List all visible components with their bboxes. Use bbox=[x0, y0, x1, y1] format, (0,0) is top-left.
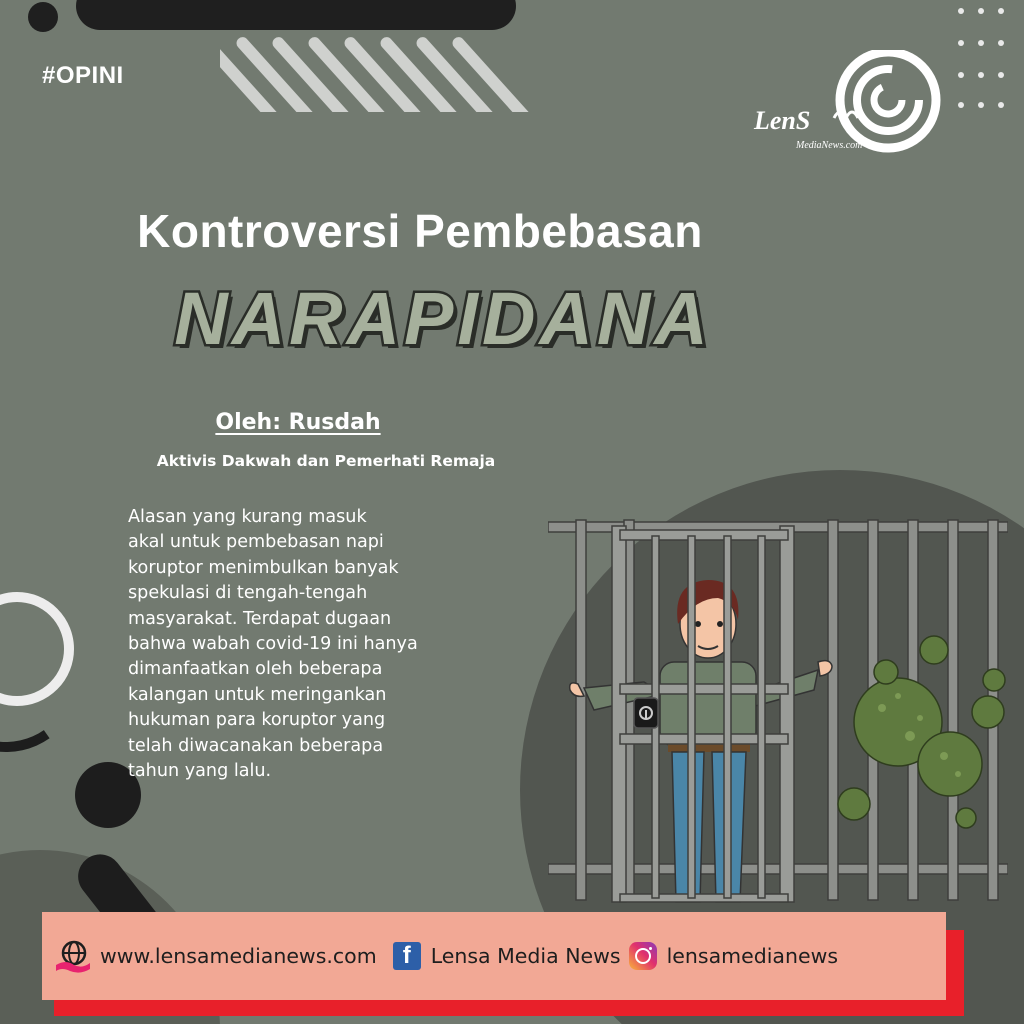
excerpt-line: tahun yang lalu. bbox=[128, 761, 272, 782]
instagram-handle: lensamedianews bbox=[666, 944, 839, 968]
padlock-icon bbox=[634, 698, 658, 728]
decor-stripes bbox=[220, 32, 540, 112]
decor-pill bbox=[76, 0, 516, 30]
excerpt-line: hukuman para koruptor yang bbox=[128, 710, 386, 731]
coronavirus-particles bbox=[838, 636, 1005, 828]
author-name: Oleh: Rusdah bbox=[215, 410, 381, 435]
category-tag: #OPINI bbox=[42, 62, 124, 89]
footer-website[interactable] bbox=[54, 939, 377, 973]
footer-facebook[interactable] bbox=[393, 942, 621, 970]
facebook-page: Lensa Media News bbox=[430, 944, 621, 968]
excerpt-line: bahwa wabah covid-19 ini hanya bbox=[128, 634, 418, 655]
excerpt-line: kalangan untuk meringankan bbox=[128, 684, 387, 705]
excerpt-line: Alasan yang kurang masuk bbox=[128, 507, 367, 527]
decor-dot bbox=[28, 2, 58, 32]
decor-dot-grid bbox=[956, 6, 1016, 110]
footer-instagram[interactable] bbox=[629, 942, 838, 970]
excerpt-line: spekulasi di tengah-tengah bbox=[128, 583, 368, 604]
excerpt-line: dimanfaatkan oleh beberapa bbox=[128, 659, 383, 680]
headline: Kontroversi Pembebasan bbox=[137, 205, 703, 257]
facebook-icon: f bbox=[393, 942, 421, 970]
website-url: www.lensamedianews.com bbox=[100, 944, 377, 968]
excerpt-line: telah diwacanakan beberapa bbox=[128, 735, 384, 756]
article-excerpt bbox=[128, 505, 488, 784]
excerpt-line: koruptor menimbulkan banyak bbox=[128, 557, 399, 578]
globe-hand-icon bbox=[54, 939, 92, 973]
author-role: Aktivis Dakwah dan Pemerhati Remaja bbox=[156, 452, 496, 470]
excerpt-line: masyarakat. Terdapat dugaan bbox=[128, 608, 392, 629]
excerpt-line: akal untuk pembebasan napi bbox=[128, 532, 384, 553]
footer-bar bbox=[42, 912, 946, 1000]
headline-accent: NARAPIDANA bbox=[174, 277, 712, 360]
logo-subtitle: MediaNews.com bbox=[796, 140, 863, 151]
logo-wordmark: LenS bbox=[754, 106, 811, 135]
instagram-icon bbox=[629, 942, 657, 970]
brand-logo bbox=[748, 50, 948, 160]
decor-arc bbox=[0, 588, 94, 764]
prisoner-illustration bbox=[548, 512, 1008, 912]
